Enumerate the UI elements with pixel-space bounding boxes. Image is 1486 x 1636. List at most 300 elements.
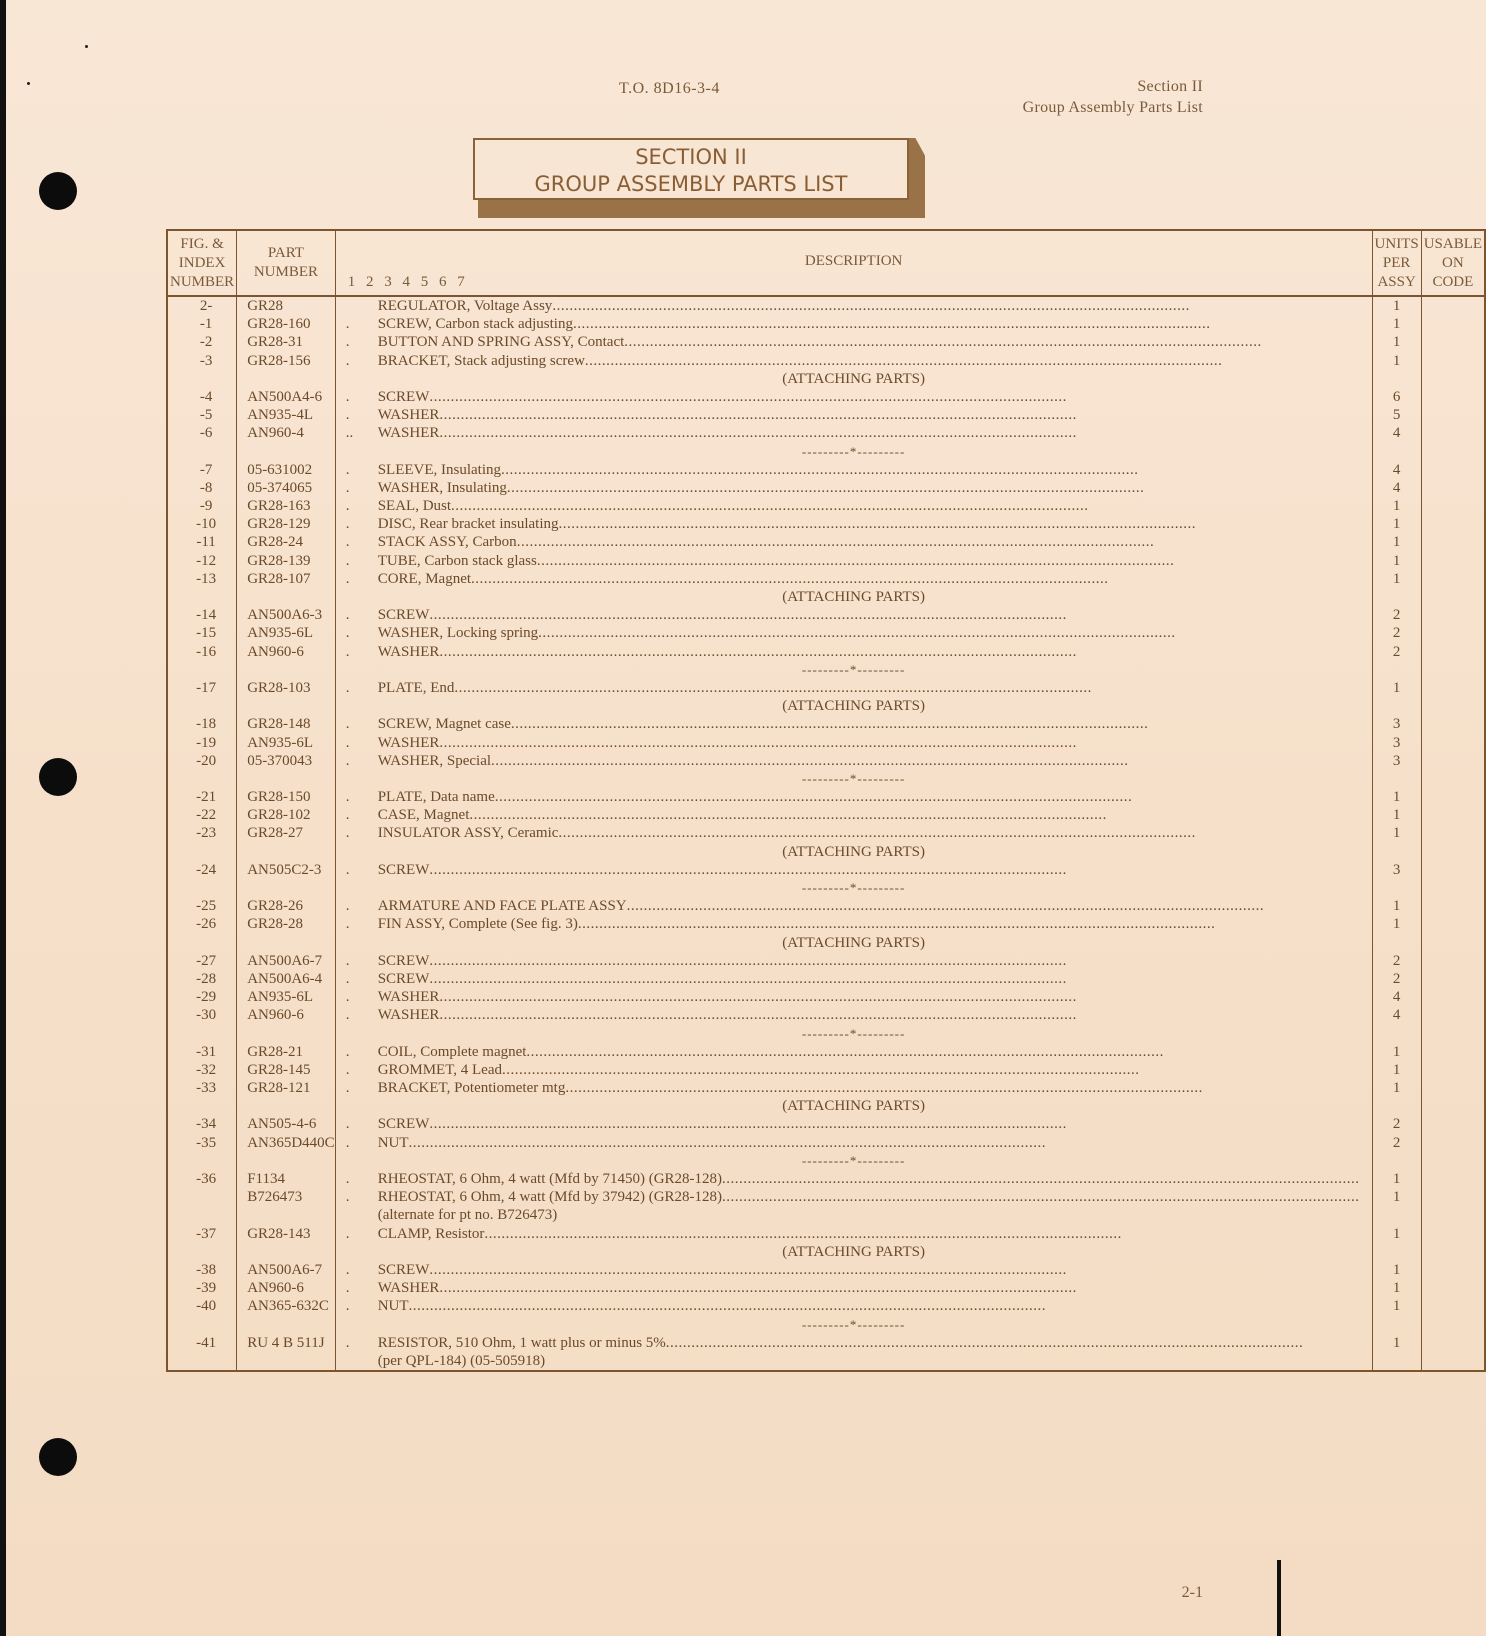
description-entry [336,624,1372,642]
spacer [1422,1025,1484,1043]
units-per-assy: 2 [1392,970,1401,987]
description-entry [336,1115,1372,1133]
dot-leader [558,824,1359,842]
spacer [168,1025,236,1043]
index-number: -39 [196,1280,217,1297]
dot-leader [439,734,1359,752]
description-entry [336,1170,1372,1188]
description-text: WASHER [377,643,440,660]
indent-marker: . [345,1061,350,1078]
description-entry [336,1043,1372,1061]
indent-marker: . [345,1334,350,1351]
part-number: GR28-163 [247,498,311,515]
description-entry [336,1225,1372,1243]
description-entry [336,861,1372,879]
spacer [1422,370,1484,388]
part-number: GR28-150 [247,789,311,806]
description-entry [336,897,1372,915]
description-entry [336,1297,1372,1315]
indent-marker: .. [345,425,354,442]
spacer [1422,1352,1484,1370]
indent-marker: . [345,1171,350,1187]
attaching-parts-note: (ATTACHING PARTS) [782,1098,925,1115]
units-per-assy: 3 [1392,734,1401,751]
dot-leader [429,1115,1359,1133]
indent-marker: . [345,516,350,533]
units-per-assy: 1 [1392,1225,1401,1242]
index-number: -8 [199,479,213,496]
indent-marker: . [345,534,350,551]
part-number: AN960-4 [247,425,304,442]
page-number: 2-1 [1181,1584,1203,1601]
index-number: -31 [196,1043,217,1060]
part-number: GR28-27 [247,825,304,842]
units-per-assy: 1 [1392,552,1401,569]
units-per-assy: 1 [1392,334,1401,351]
spacer [168,1316,236,1334]
description-entry [336,970,1372,988]
part-number: AN500A6-4 [247,970,323,987]
units-per-assy: 1 [1392,898,1401,915]
spacer [1373,1206,1421,1224]
indent-marker: . [345,607,350,624]
spacer [237,661,335,679]
indent-marker: . [345,1116,350,1133]
header-usable-on-code: USABLE ON CODE [1421,230,1485,296]
attaching-parts-note: (ATTACHING PARTS) [782,1243,925,1260]
description-entry [336,752,1372,770]
indent-marker: . [345,498,350,515]
part-number: GR28-103 [247,679,311,696]
usable-on-code [1422,806,1484,824]
spacer [1373,1243,1421,1261]
dot-leader [511,715,1360,733]
description-text: SCREW [377,388,430,405]
index-number: -11 [196,534,216,551]
description-text: WASHER, Locking spring [377,625,539,642]
binder-hole-top [39,172,77,210]
description-entry [336,515,1372,533]
part-number: B726473 [247,1189,303,1206]
part-number: AN960-6 [247,643,304,660]
part-number: AN500A4-6 [247,388,323,405]
usable-on-code [1422,1279,1484,1297]
spacer [1422,1206,1484,1224]
spacer [1373,879,1421,897]
indent-marker: . [345,1189,350,1206]
dot-leader [429,952,1359,970]
part-number: AN505C2-3 [247,861,322,878]
units-per-assy: 1 [1392,352,1401,369]
spacer [237,1206,335,1224]
description-entry [336,606,1372,624]
dot-leader [538,624,1359,642]
attaching-parts-note: (ATTACHING PARTS) [782,589,925,605]
units-per-assy: 1 [1392,1171,1401,1187]
units-column [1372,296,1421,1371]
header-units-per-assy: UNITS PER ASSY [1372,230,1421,296]
spacer [1373,1352,1421,1370]
dot-leader [439,1279,1359,1297]
units-per-assy: 1 [1392,1189,1401,1206]
description-text: SCREW [377,970,430,987]
description-text: WASHER [377,734,440,751]
part-number: GR28-143 [247,1225,311,1242]
description-entry [336,1079,1372,1097]
spacer [1422,588,1484,606]
dot-leader [585,352,1360,370]
usable-on-code [1422,952,1484,970]
spacer [168,370,236,388]
usable-on-code [1422,497,1484,515]
dot-leader [722,1170,1360,1188]
header-part-number: PART NUMBER [237,230,336,296]
index-number: -17 [196,679,217,696]
description-entry [336,1134,1372,1152]
spacer [1422,697,1484,715]
description-entry [336,388,1372,406]
scan-edge-left [0,0,6,1636]
units-per-assy: 1 [1392,789,1401,806]
units-per-assy: 1 [1392,807,1401,824]
spacer [1373,661,1421,679]
description-text: GROMMET, 4 Lead [377,1061,502,1078]
spacer [237,934,335,952]
units-per-assy: 1 [1392,1061,1401,1078]
description-text: SEAL, Dust [377,498,452,515]
indent-marker: . [345,570,350,587]
description-text: WASHER, Insulating [377,479,507,496]
units-per-assy: 3 [1392,716,1401,733]
group-separator: ---------*--------- [801,661,906,677]
index-number: -21 [196,789,217,806]
scan-edge-right [1277,1560,1281,1636]
group-separator: ---------*--------- [801,443,906,459]
part-number: GR28-121 [247,1080,311,1097]
dot-leader [429,606,1359,624]
spacer [1422,1316,1484,1334]
description-text: CORE, Magnet [377,570,472,587]
index-number: -25 [196,898,217,915]
dot-leader [484,1225,1359,1243]
indent-marker: . [345,552,350,569]
spacer [237,697,335,715]
spacer [168,934,236,952]
spacer [237,443,335,461]
part-number: AN935-6L [247,989,314,1006]
units-per-assy: 2 [1392,1134,1401,1151]
part-number: AN935-6L [247,625,314,642]
description-text: INSULATOR ASSY, Ceramic [377,825,559,842]
dot-leader [439,406,1359,424]
usable-on-code [1422,643,1484,661]
index-column [167,296,237,1371]
description-text: FIN ASSY, Complete (See fig. 3) [377,916,578,933]
part-number: AN365D440C [247,1134,335,1151]
usable-on-code [1422,1334,1484,1352]
indent-marker: . [345,334,350,351]
index-number: -40 [196,1298,217,1315]
description-entry [336,679,1372,697]
dot-leader [469,806,1359,824]
description-text: BRACKET, Potentiometer mtg [377,1080,566,1097]
description-entry [336,806,1372,824]
units-per-assy: 1 [1392,1298,1401,1315]
description-text: RHEOSTAT, 6 Ohm, 4 watt (Mfd by 37942) (GR28-128) [377,1189,723,1206]
spacer [1422,1152,1484,1170]
index-number: -16 [196,643,217,660]
usable-on-code [1422,1006,1484,1024]
part-number: GR28-107 [247,570,311,587]
index-number: -41 [196,1334,217,1351]
part-number: AN500A6-3 [247,607,323,624]
dot-leader [627,897,1360,915]
section-title-box [473,138,909,200]
usable-on-code [1422,734,1484,752]
title-line-2: GROUP ASSEMBLY PARTS LIST [534,172,848,196]
indent-marker: . [345,625,350,642]
dot-leader [495,788,1360,806]
section-title: Group Assembly Parts List [1022,99,1203,116]
units-per-assy: 1 [1392,498,1401,515]
units-per-assy: 2 [1392,643,1401,660]
units-per-assy: 2 [1392,1116,1401,1133]
part-number: RU 4 B 511J [247,1334,325,1351]
group-separator: ---------*--------- [801,770,906,786]
index-number [168,1188,236,1206]
dot-leader [552,297,1359,315]
description-entry [336,570,1372,588]
binder-hole-middle [39,758,77,796]
description-entry [336,988,1372,1006]
usable-on-code [1422,388,1484,406]
title-box-shadow-side [909,138,925,218]
index-number: -24 [196,861,217,878]
dot-leader [451,497,1359,515]
units-per-assy: 1 [1392,1080,1401,1097]
spacer [168,697,236,715]
index-number: -10 [196,516,217,533]
indent-marker: . [345,825,350,842]
indent-marker: . [345,970,350,987]
index-number: -3 [199,352,213,369]
spacer [1373,770,1421,788]
dot-leader [429,970,1359,988]
description-column [335,296,1372,1371]
spacer [1373,1025,1421,1043]
index-number: -12 [196,552,217,569]
part-number: GR28-21 [247,1043,304,1060]
indent-marker: . [345,461,350,478]
part-number: 05-370043 [247,752,313,769]
description-text: SLEEVE, Insulating [377,461,502,478]
index-number: -9 [199,498,213,515]
description-text: SCREW [377,607,430,624]
spacer [237,770,335,788]
index-number: -1 [199,316,213,333]
spacer [237,1152,335,1170]
description-continuation: (per QPL-184) (05-505918) [377,1352,546,1369]
spacer [237,1243,335,1261]
description-entry [336,552,1372,570]
units-per-assy: 1 [1392,298,1401,314]
usable-on-code [1422,752,1484,770]
indent-marker: . [345,1134,350,1151]
part-number: GR28-31 [247,334,304,351]
dot-leader [429,861,1359,879]
indent-marker: . [345,1007,350,1024]
usable-on-code [1422,679,1484,697]
description-text: SCREW [377,1116,430,1133]
spacer [168,879,236,897]
indent-marker: . [345,1298,350,1315]
indent-marker: . [345,916,350,933]
indent-marker: . [345,1261,350,1278]
part-number: GR28-26 [247,898,304,915]
usable-on-code [1422,915,1484,933]
table-header-row [167,230,1485,296]
dot-leader [559,515,1360,533]
part-number: F1134 [247,1171,285,1187]
spacer [1422,879,1484,897]
usable-on-code [1422,606,1484,624]
index-number: -7 [199,461,213,478]
units-per-assy: 1 [1392,570,1401,587]
indent-marker: . [345,1043,350,1060]
spacer [1373,1097,1421,1115]
description-text: ARMATURE AND FACE PLATE ASSY [377,898,627,915]
usable-on-code [1422,552,1484,570]
dot-leader [507,479,1360,497]
description-text: SCREW, Carbon stack adjusting [377,316,573,333]
indent-marker: . [345,807,350,824]
indent-marker: . [345,989,350,1006]
part-number: GR28-160 [247,316,311,333]
index-number: 2- [199,298,213,314]
binder-hole-bottom [39,1438,77,1476]
spacer [237,1097,335,1115]
indent-marker: . [345,716,350,733]
dot-leader [722,1188,1360,1206]
description-entry [336,533,1372,551]
index-number: -22 [196,807,217,824]
usable-on-code [1422,297,1484,315]
usable-on-code [1422,352,1484,370]
part-number: GR28 [247,298,284,314]
index-number: -6 [199,425,213,442]
indent-marker: . [345,643,350,660]
part-number: AN505-4-6 [247,1116,317,1133]
description-entry [336,643,1372,661]
description-entry [336,1334,1372,1352]
index-number: -32 [196,1061,217,1078]
description-text: TUBE, Carbon stack glass [377,552,537,569]
description-entry [336,734,1372,752]
indent-marker [346,297,378,315]
description-entry [336,1006,1372,1024]
part-number: GR28-156 [247,352,311,369]
description-entry [336,915,1372,933]
description-text: REGULATOR, Voltage Assy [377,298,553,314]
usable-on-code [1422,570,1484,588]
description-text: WASHER [377,407,440,424]
spacer [168,843,236,861]
index-number: -23 [196,825,217,842]
group-separator: ---------*--------- [801,880,906,895]
description-entry [336,497,1372,515]
spacer [1422,843,1484,861]
attaching-parts-note: (ATTACHING PARTS) [782,843,925,860]
part-number: GR28-24 [247,534,304,551]
description-entry [336,1261,1372,1279]
indent-marker: . [345,898,350,915]
description-entry [336,333,1372,351]
usable-on-code [1422,970,1484,988]
speck [85,45,88,48]
dot-leader [578,915,1360,933]
usable-on-code [1422,1188,1484,1206]
spacer [1373,697,1421,715]
part-number: AN960-6 [247,1280,304,1297]
dot-leader [439,643,1359,661]
part-number: AN935-6L [247,734,314,751]
usable-on-code [1422,461,1484,479]
description-text: DISC, Rear bracket insulating [377,516,559,533]
units-per-assy: 1 [1392,516,1401,533]
units-per-assy: 1 [1392,1261,1401,1278]
spacer [237,1316,335,1334]
table-body [167,296,1485,1371]
description-entry [336,352,1372,370]
dot-leader [409,1134,1360,1152]
dot-leader [429,388,1359,406]
usable-on-code [1422,406,1484,424]
dot-leader [624,333,1359,351]
index-number: -14 [196,607,217,624]
indent-levels: 1 2 3 4 5 6 7 [347,274,465,290]
indent-marker: . [345,352,350,369]
usable-on-code [1422,1170,1484,1188]
description-entry [336,1061,1372,1079]
part-number: GR28-145 [247,1061,311,1078]
units-per-assy: 1 [1392,1043,1401,1060]
usable-on-code [1422,424,1484,442]
speck [27,82,30,85]
usable-on-code [1422,988,1484,1006]
index-number: -2 [199,334,213,351]
index-number: -18 [196,716,217,733]
units-per-assy: 2 [1392,625,1401,642]
index-number: -28 [196,970,217,987]
description-text: PLATE, End [377,679,455,696]
units-per-assy: 4 [1392,461,1401,478]
description-text: CASE, Magnet [377,807,470,824]
description-entry [336,461,1372,479]
attaching-parts-note: (ATTACHING PARTS) [782,370,925,387]
dot-leader [471,570,1360,588]
index-number: -13 [196,570,217,587]
usable-on-code-column [1421,296,1485,1371]
dot-leader [526,1043,1359,1061]
units-per-assy: 1 [1392,1280,1401,1297]
index-number: -27 [196,952,217,969]
dot-leader [439,988,1359,1006]
doc-number: T.O. 8D16-3-4 [619,80,720,97]
spacer [237,1025,335,1043]
usable-on-code [1422,897,1484,915]
dot-leader [573,315,1360,333]
spacer [1422,661,1484,679]
